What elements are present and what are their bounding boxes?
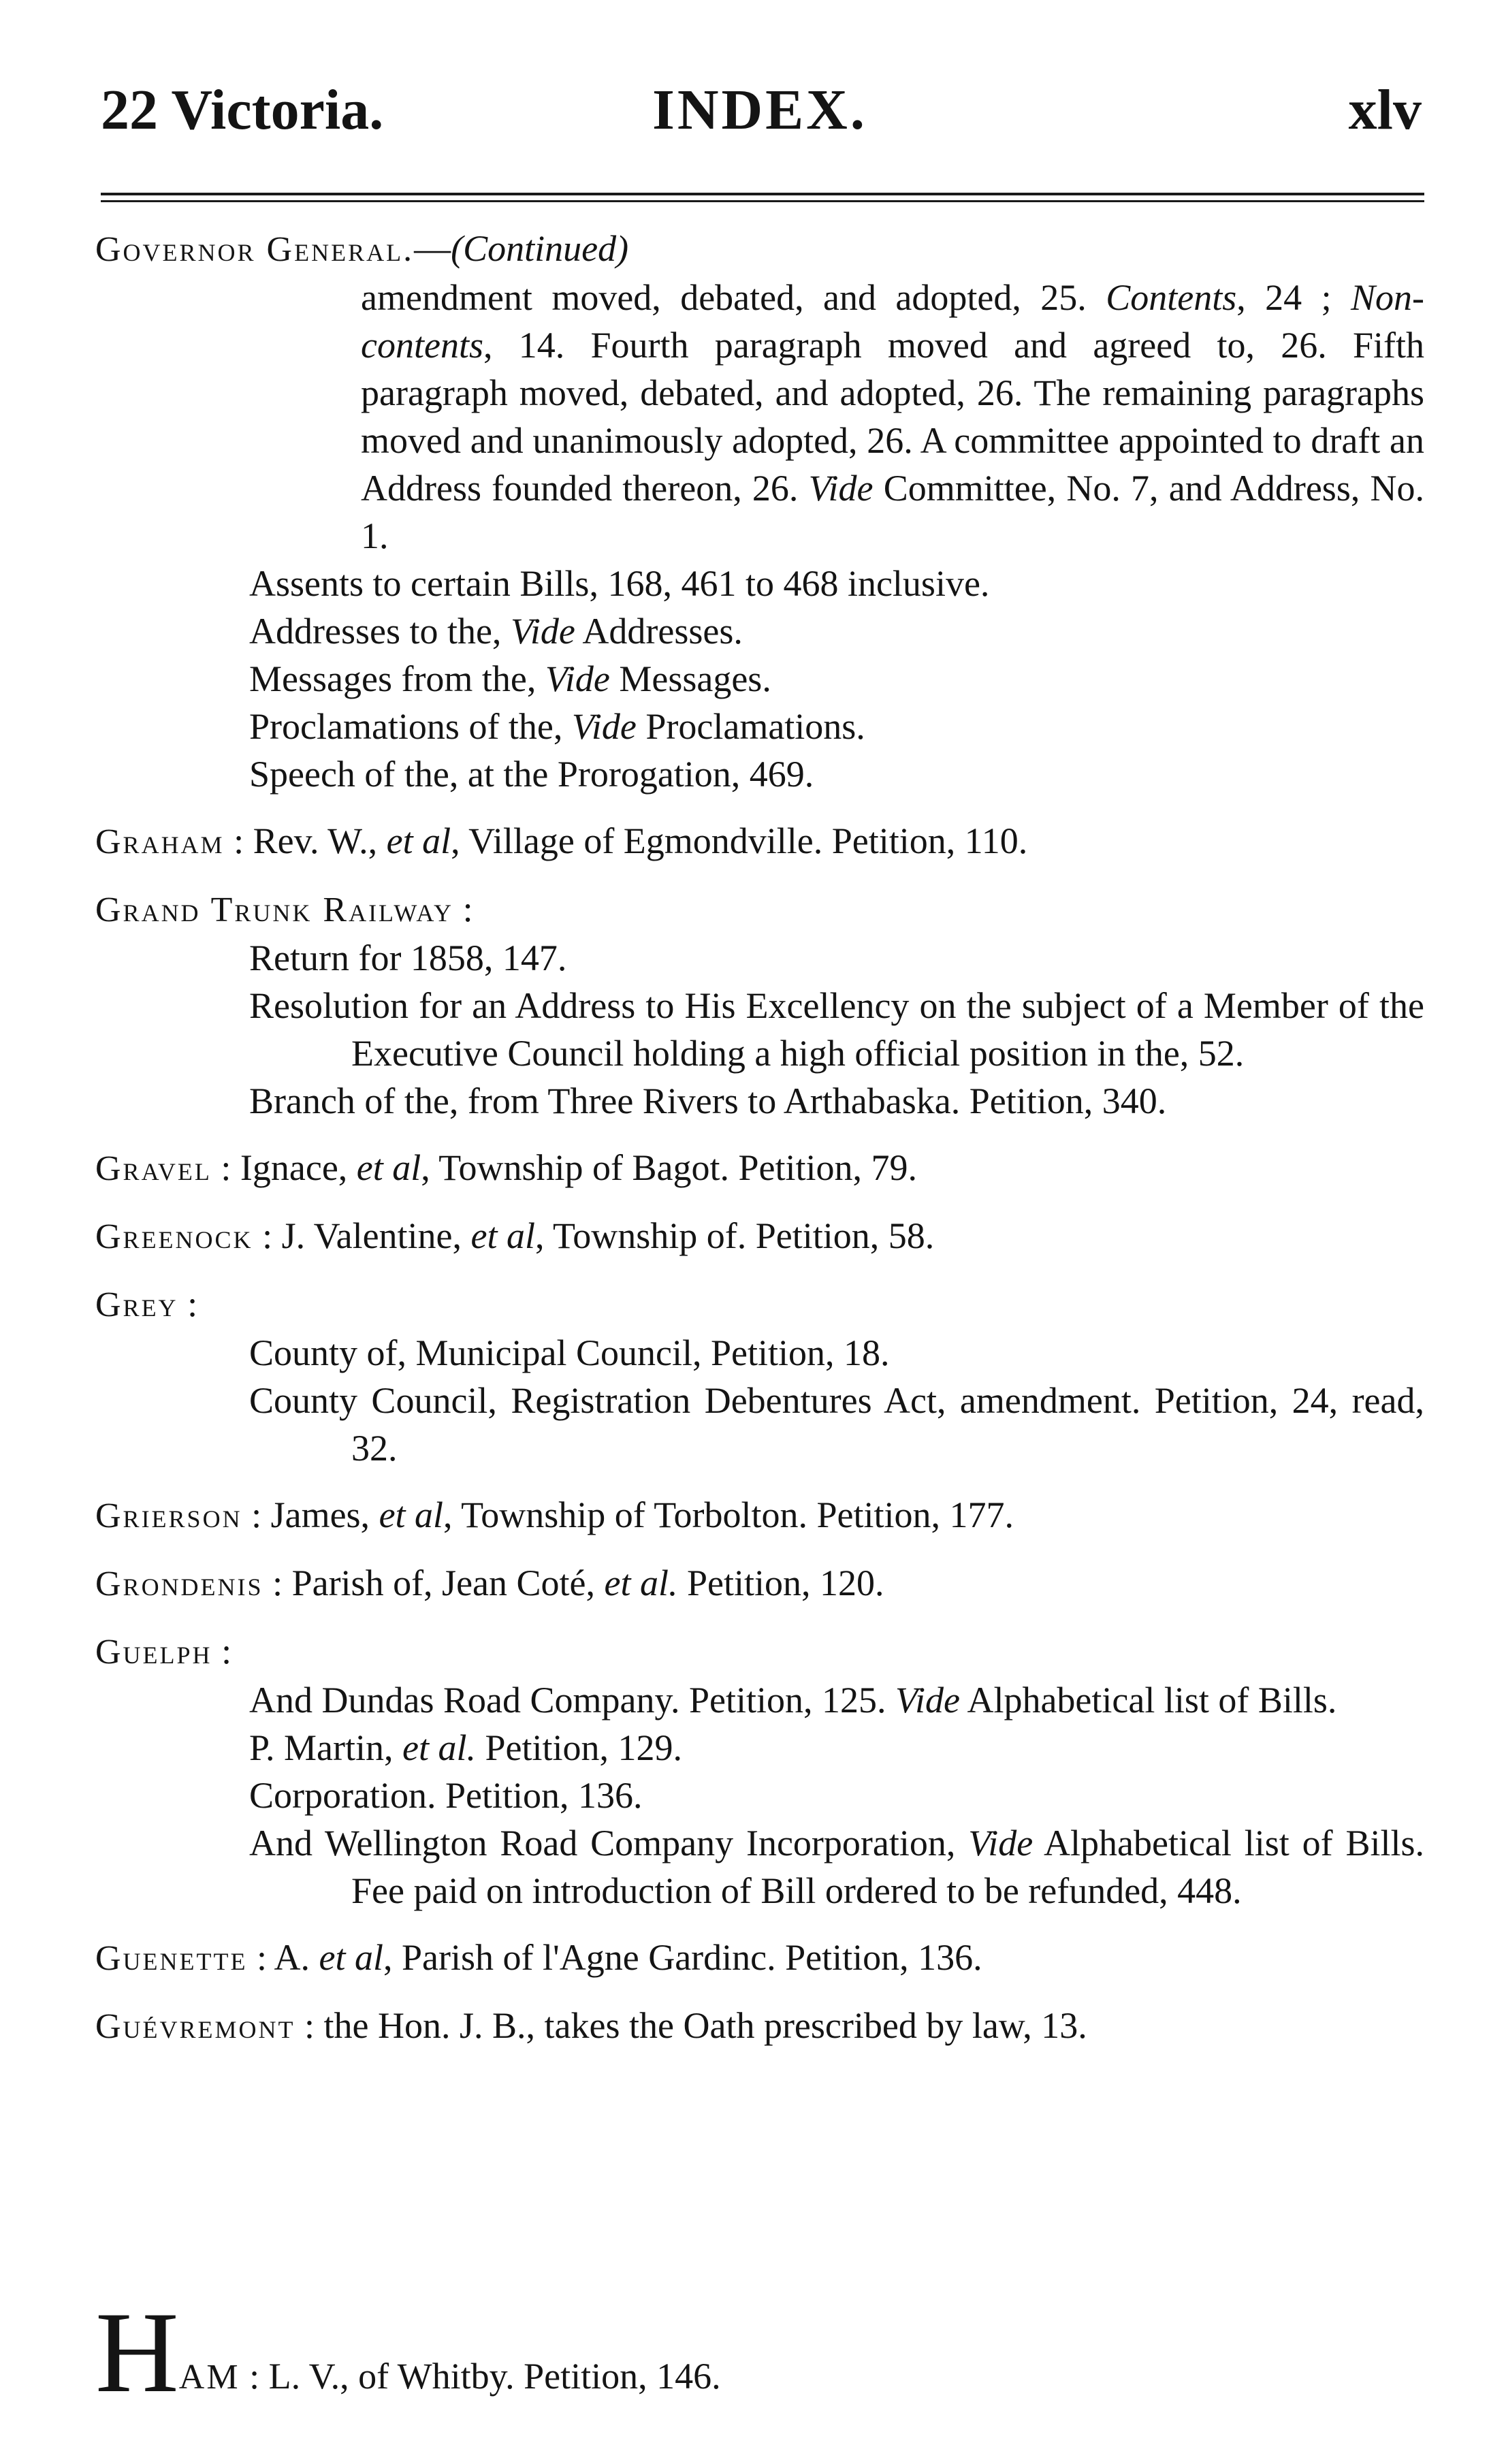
list-item: And Wellington Road Company Incorporation, Vide Alphabetical list of Bills. Fee paid on introduction of Bill ordered to be refunded, 448. bbox=[249, 1823, 1424, 1911]
list-item: Assents to certain Bills, 168, 461 to 468 inclusive. bbox=[249, 563, 990, 604]
header-rule-secondary bbox=[101, 200, 1424, 202]
headword: AM bbox=[178, 2358, 240, 2397]
entry-guevremont: Guévremont : the Hon. J. B., takes the Oath prescribed by law, 13. bbox=[95, 2005, 1087, 2046]
headword: Grierson bbox=[95, 1497, 242, 1535]
list-item: Speech of the, at the Prorogation, 469. bbox=[249, 754, 814, 795]
header-session: 22 Victoria. bbox=[101, 78, 384, 142]
page-header bbox=[95, 76, 1424, 144]
continued-paragraph: amendment moved, debated, and adopted, 25. Contents, 24 ; Non-contents, 14. Fourth paragraph moved and agreed to, 26. Fifth paragraph moved, debated, and adopted, 26. The remaining paragraphs moved and unanimously adopted, 26. A committee appointed to draft an Address founded thereon, 26. Vide Committee, No. 7, and Address, No. 1. bbox=[361, 277, 1425, 556]
index-body bbox=[0, 225, 1506, 2070]
headword: Guévremont bbox=[95, 2007, 295, 2046]
headword: Greenock bbox=[95, 1217, 253, 1256]
headword: Guelph bbox=[95, 1633, 212, 1671]
headword: Graham bbox=[95, 822, 225, 861]
headword: Grondenis bbox=[95, 1565, 263, 1603]
entry-grand-trunk-railway: Grand Trunk Railway : Return for 1858, 147. Resolution for an Address to His Excellency on the subject of a Member of the Executive Council holding a high official position in the, 52. Branch of the, from Three Rivers to Arthabaska. Petition, 340. bbox=[95, 885, 1424, 1125]
entry-ham: HAM : L. V., of Whitby. Petition, 146. bbox=[95, 2288, 721, 2416]
list-item: P. Martin, et al. Petition, 129. bbox=[249, 1727, 683, 1768]
entry-grondenis: Grondenis : Parish of, Jean Coté, et al. Petition, 120. bbox=[95, 1563, 884, 1603]
list-item: Branch of the, from Three Rivers to Arthabaska. Petition, 340. bbox=[249, 1081, 1167, 1121]
list-item: Addresses to the, Vide Addresses. bbox=[249, 611, 743, 652]
list-item: Proclamations of the, Vide Proclamations. bbox=[249, 706, 865, 747]
list-item: And Dundas Road Company. Petition, 125. Vide Alphabetical list of Bills. bbox=[249, 1680, 1337, 1721]
list-item: County of, Municipal Council, Petition, 18. bbox=[249, 1332, 890, 1373]
header-title: INDEX. bbox=[652, 78, 867, 142]
entry-guenette: Guenette : A. et al, Parish of l'Agne Gardinc. Petition, 136. bbox=[95, 1937, 982, 1978]
entry-guelph: Guelph : And Dundas Road Company. Petition, 125. Vide Alphabetical list of Bills. P. Martin, et al. Petition, 129. Corporation. Petition, 136. And Wellington Road Company Incorporation, Vide Alphabetical list of Bills. Fee paid on introduction of Bill ordered to be refunded, 448. bbox=[95, 1627, 1424, 1915]
headword: Guenette bbox=[95, 1939, 248, 1978]
list-item: Return for 1858, 147. bbox=[249, 938, 567, 978]
header-page-number: xlv bbox=[1348, 78, 1422, 142]
entry-governor-general: Governor General.—(Continued) amendment moved, debated, and adopted, 25. Contents, 24 ; Non-contents, 14. Fourth paragraph moved and agreed to, 26. Fifth paragraph moved, debated, and adopted, 26. The remaining paragraphs moved and unanimously adopted, 26. A committee appointed to draft an Address founded thereon, 26. Vide Committee, No. 7, and Address, No. 1. Assents to certain Bills, 168, 461 to 468 inclusive. Addresses to the, Vide Addresses. Messages from the, Vide Messages. Proclamations of the, Vide Proclamations. Speech of the, at the Prorogation, 469. bbox=[95, 225, 1424, 798]
entry-graham: Graham : Rev. W., et al, Village of Egmondville. Petition, 110. bbox=[95, 820, 1028, 861]
entry-gravel: Gravel : Ignace, et al, Township of Bagot. Petition, 79. bbox=[95, 1147, 918, 1188]
headword: Grand Trunk Railway bbox=[95, 891, 454, 929]
entry-grierson: Grierson : James, et al, Township of Torbolton. Petition, 177. bbox=[95, 1494, 1014, 1535]
list-item: Resolution for an Address to His Excellency on the subject of a Member of the Executive Council holding a high official position in the, 52. bbox=[249, 985, 1424, 1074]
list-item: Corporation. Petition, 136. bbox=[249, 1775, 643, 1816]
list-item: Messages from the, Vide Messages. bbox=[249, 658, 771, 699]
headword: Gravel bbox=[95, 1149, 212, 1188]
entry-grey: Grey : County of, Municipal Council, Petition, 18. County Council, Registration Debentures Act, amendment. Petition, 24, read, 32. bbox=[95, 1280, 1424, 1472]
continued-label: (Continued) bbox=[451, 228, 629, 269]
header-rule bbox=[101, 193, 1424, 195]
headword: Grey bbox=[95, 1285, 178, 1324]
section-initial-letter: H bbox=[95, 2288, 179, 2416]
entry-greenock: Greenock : J. Valentine, et al, Township of. Petition, 58. bbox=[95, 1215, 935, 1256]
list-item: County Council, Registration Debentures Act, amendment. Petition, 24, read, 32. bbox=[249, 1380, 1424, 1469]
headword: Governor General. bbox=[95, 230, 415, 269]
